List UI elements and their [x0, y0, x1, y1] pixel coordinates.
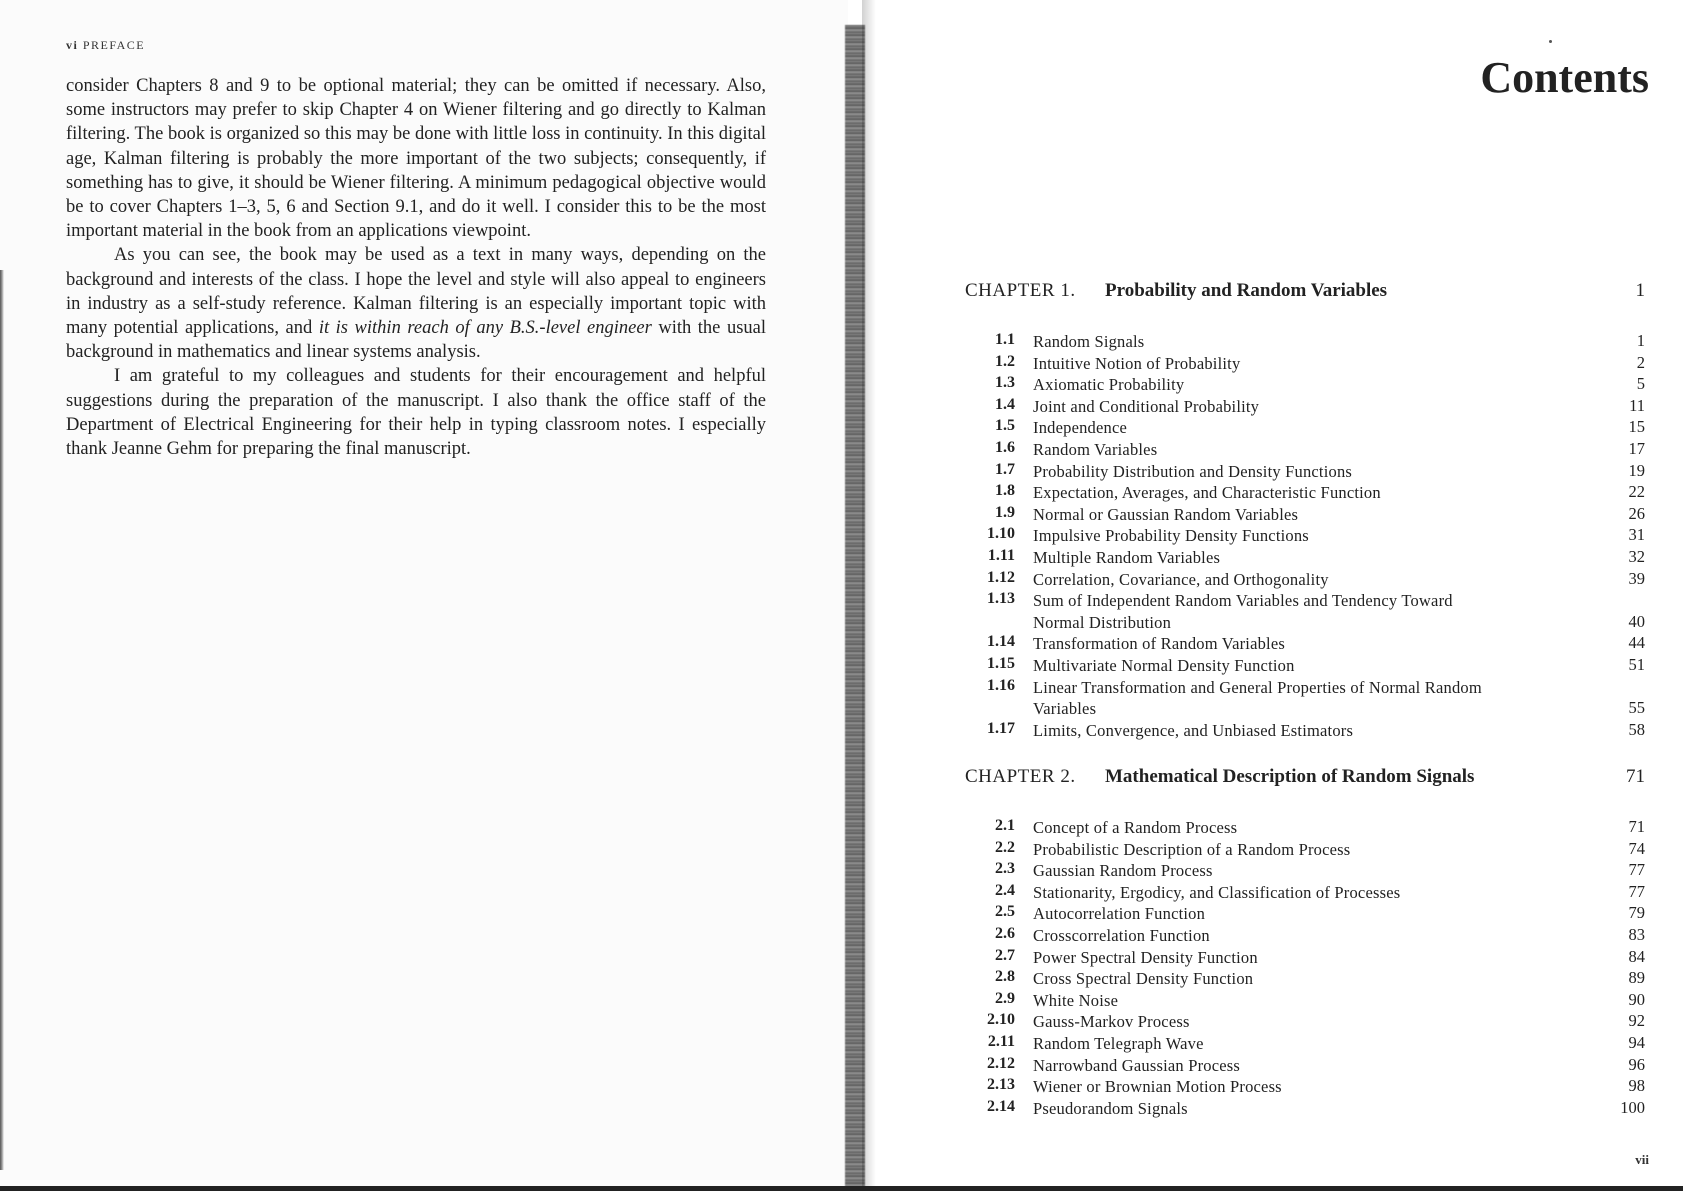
- section-title: Random Telegraph Wave: [1033, 1034, 1204, 1053]
- section-title: Axiomatic Probability: [1033, 375, 1185, 395]
- section-title: Gaussian Random Process: [1033, 861, 1213, 881]
- section-title: Sum of Independent Random Variables and Tendency Toward: [1033, 591, 1453, 611]
- section-title: Stationarity, Ergodicy, and Classification of Processes: [1033, 882, 1401, 902]
- section-number: 1.7: [995, 460, 1015, 478]
- section-number: 1.4: [995, 395, 1015, 413]
- section-title: Crosscorrelation Function: [1033, 926, 1210, 945]
- toc-entry: [965, 1055, 1645, 1075]
- section-page-number: 22: [1628, 482, 1645, 502]
- section-number: 2.5: [995, 903, 1015, 921]
- preface-paragraph-3: I am grateful to my colleagues and students for their encouragement and helpful suggestions during the preparation of the manuscript. I also thank the office staff of the Department of Electrical Engineering for their help in typing classroom notes. I especially thank Jeanne Gehm for preparing the final manuscript.: [66, 366, 766, 460]
- section-title: Random Signals: [1033, 332, 1145, 351]
- section-number: 2.6: [995, 925, 1015, 942]
- toc-entry: [965, 968, 1645, 988]
- preface-body: [66, 74, 766, 461]
- section-number: 1.2: [995, 352, 1015, 370]
- section-number: 2.8: [995, 968, 1015, 986]
- section-title: Multiple Random Variables: [1033, 548, 1221, 567]
- section-number: 1.12: [987, 568, 1015, 586]
- section-page-number: 71: [1628, 817, 1645, 836]
- section-number: 1.3: [995, 374, 1015, 392]
- section-page-number: 51: [1628, 655, 1645, 674]
- section-page-number: 92: [1628, 1011, 1645, 1031]
- toc-entry: [965, 569, 1645, 589]
- toc-entry: [965, 676, 1645, 719]
- section-page-number: 89: [1628, 968, 1645, 988]
- chapter-title: Mathematical Description of Random Signals: [1105, 766, 1475, 787]
- section-number: 2.1: [995, 817, 1015, 834]
- section-page-number: 44: [1628, 633, 1645, 653]
- section-title: Transformation of Random Variables: [1033, 634, 1285, 654]
- section-page-number: 77: [1628, 881, 1645, 901]
- section-page-number: 5: [1636, 374, 1645, 394]
- section-title: Intuitive Notion of Probability: [1033, 353, 1241, 373]
- contents-title: Contents: [1480, 53, 1649, 102]
- toc-entry: [965, 839, 1645, 859]
- section-number: 2.7: [995, 946, 1015, 964]
- section-title: Normal or Gaussian Random Variables: [1033, 504, 1299, 524]
- section-title: Wiener or Brownian Motion Process: [1033, 1077, 1282, 1097]
- preface-paragraph-2-italic: it is within reach of any B.S.-level engineer: [318, 318, 652, 339]
- preface-paragraph-2-text-before: As you can see, the book may be used as a text in many ways, depending on the background and interests of the class. I hope the level and style will also appeal to engineers in industry as a self-study reference. Kalman filtering is an especially important topic with many potential applications, and: [66, 245, 766, 339]
- chapter-label: CHAPTER 1.: [965, 280, 1076, 301]
- toc-entry: [965, 1011, 1645, 1031]
- section-title: Limits, Convergence, and Unbiased Estimators: [1033, 720, 1354, 740]
- section-title: Expectation, Averages, and Characteristic Function: [1033, 483, 1381, 503]
- toc-entry: [965, 353, 1645, 373]
- toc-entry: [965, 439, 1645, 459]
- section-page-number: 40: [1628, 611, 1645, 631]
- section-title-continued: Variables: [1033, 699, 1097, 719]
- chapter-page-number: 1: [1635, 280, 1645, 301]
- toc-entry: [965, 547, 1645, 567]
- section-number: 1.9: [995, 503, 1015, 521]
- section-title: Narrowband Gaussian Process: [1033, 1055, 1241, 1075]
- toc-entry: [965, 331, 1645, 351]
- section-page-number: 15: [1628, 417, 1645, 437]
- section-title: Concept of a Random Process: [1033, 818, 1238, 837]
- preface-paragraph-2: [66, 243, 766, 364]
- section-number: 2.2: [995, 838, 1015, 856]
- toc-entry: [965, 633, 1645, 653]
- section-page-number: 17: [1628, 439, 1645, 458]
- section-title: Gauss-Markov Process: [1033, 1012, 1190, 1032]
- chapter-heading: [965, 766, 1645, 788]
- chapter-title: Probability and Random Variables: [1105, 280, 1388, 301]
- section-number: 2.14: [987, 1097, 1015, 1115]
- section-page-number: 55: [1628, 698, 1645, 718]
- section-page-number: 77: [1628, 860, 1645, 880]
- section-number: 2.9: [995, 989, 1015, 1007]
- toc-entry: [965, 655, 1645, 675]
- section-number: 1.6: [995, 439, 1015, 456]
- toc-entry: [965, 720, 1645, 740]
- section-title: Autocorrelation Function: [1033, 904, 1206, 924]
- toc-entry: [965, 1098, 1645, 1118]
- section-number: 1.15: [987, 655, 1015, 672]
- page-edge-shadow: [0, 270, 4, 1170]
- section-number: 2.3: [995, 860, 1015, 878]
- toc-entry: [965, 817, 1645, 837]
- section-title-continued: Normal Distribution: [1033, 612, 1172, 632]
- section-page-number: 19: [1628, 460, 1645, 480]
- section-number: 1.17: [987, 719, 1015, 737]
- toc-entry: [965, 947, 1645, 967]
- bottom-scan-edge: [0, 1186, 1683, 1191]
- section-title: Probabilistic Description of a Random Process: [1033, 839, 1351, 859]
- section-title: Random Variables: [1033, 440, 1158, 459]
- toc-entry: [965, 396, 1645, 416]
- preface-paragraph-1: consider Chapters 8 and 9 to be optional material; they can be omitted if necessary. Also, some instructors may prefer to skip Chapter 4 on Wiener filtering and go directly to Kalman filtering. The book is organized so this may be done with little loss in continuity. In this digital age, Kalman filtering is probably the more important of the two subjects; consequently, if something has to give, it should be Wiener filtering. A minimum pedagogical objective would be to cover Chapters 1–3, 5, 6 and Section 9.1, and do it well. I consider this to be the most important material in the book from an applications viewpoint.: [66, 76, 766, 242]
- section-page-number: 26: [1628, 503, 1645, 523]
- section-page-number: 79: [1628, 903, 1645, 923]
- section-title: Pseudorandom Signals: [1033, 1098, 1188, 1118]
- section-number: 1.16: [987, 676, 1015, 694]
- section-page-number: 11: [1629, 395, 1645, 415]
- toc-entry: [965, 1033, 1645, 1053]
- section-title: White Noise: [1033, 990, 1119, 1010]
- running-head: [66, 38, 145, 53]
- section-title: Probability Distribution and Density Functions: [1033, 461, 1353, 481]
- chapter-page-number: 71: [1626, 766, 1645, 787]
- section-page-number: 39: [1628, 568, 1645, 588]
- toc-entry: [965, 461, 1645, 481]
- section-page-number: 2: [1636, 352, 1645, 372]
- section-page-number: 94: [1628, 1033, 1645, 1052]
- section-title: Impulsive Probability Density Functions: [1033, 526, 1309, 546]
- section-number: 1.10: [987, 525, 1015, 543]
- section-page-number: 74: [1628, 838, 1645, 858]
- section-title: Linear Transformation and General Properties of Normal Random: [1033, 677, 1482, 697]
- gutter-shadow: [862, 0, 876, 1191]
- section-page-number: 58: [1628, 719, 1645, 739]
- running-head-section: PREFACE: [82, 38, 146, 52]
- toc-entry: [965, 590, 1645, 632]
- section-title: Joint and Conditional Probability: [1033, 396, 1260, 416]
- section-page-number: 32: [1628, 547, 1645, 566]
- section-number: 1.8: [995, 482, 1015, 500]
- section-page-number: 83: [1628, 925, 1645, 944]
- toc-entry: [965, 525, 1645, 545]
- toc-entry: [965, 482, 1645, 502]
- section-page-number: 84: [1628, 946, 1645, 966]
- section-number: 2.12: [987, 1054, 1015, 1072]
- section-title: Multivariate Normal Density Function: [1033, 656, 1295, 675]
- toc-entry: [965, 1076, 1645, 1096]
- section-page-number: 96: [1628, 1054, 1645, 1074]
- chapter-label: CHAPTER 2.: [965, 766, 1076, 787]
- preface-paragraph-2-text-after: with the usual background in mathematics and linear systems analysis.: [66, 318, 766, 363]
- section-page-number: 1: [1636, 331, 1645, 350]
- section-number: 1.1: [995, 331, 1015, 348]
- toc-entry: [965, 504, 1645, 524]
- section-page-number: 90: [1628, 989, 1645, 1009]
- toc-entry: [965, 882, 1645, 902]
- running-head-page-number: vi: [66, 38, 79, 52]
- section-number: 1.14: [987, 633, 1015, 651]
- section-number: 2.13: [987, 1076, 1015, 1094]
- section-title: Power Spectral Density Function: [1033, 947, 1258, 967]
- folio-page-number: vii: [1635, 1152, 1649, 1167]
- toc-entry: [965, 417, 1645, 437]
- section-page-number: 31: [1628, 525, 1645, 545]
- section-number: 1.11: [987, 547, 1015, 564]
- toc-entry: [965, 990, 1645, 1010]
- chapter-heading: [965, 280, 1645, 302]
- toc-entry: [965, 903, 1645, 923]
- section-number: 2.10: [987, 1011, 1015, 1029]
- section-page-number: 98: [1628, 1076, 1645, 1096]
- print-speck: [1549, 40, 1552, 43]
- section-number: 1.5: [995, 417, 1015, 435]
- section-number: 2.4: [995, 881, 1015, 899]
- toc-entry: [965, 374, 1645, 394]
- section-title: Independence: [1033, 418, 1128, 438]
- section-title: Correlation, Covariance, and Orthogonality: [1033, 569, 1329, 589]
- section-number: 2.11: [987, 1033, 1015, 1050]
- toc-entry: [965, 860, 1645, 880]
- section-page-number: 100: [1620, 1097, 1645, 1117]
- section-title: Cross Spectral Density Function: [1033, 969, 1254, 989]
- toc-entry: [965, 925, 1645, 945]
- section-number: 1.13: [987, 590, 1015, 608]
